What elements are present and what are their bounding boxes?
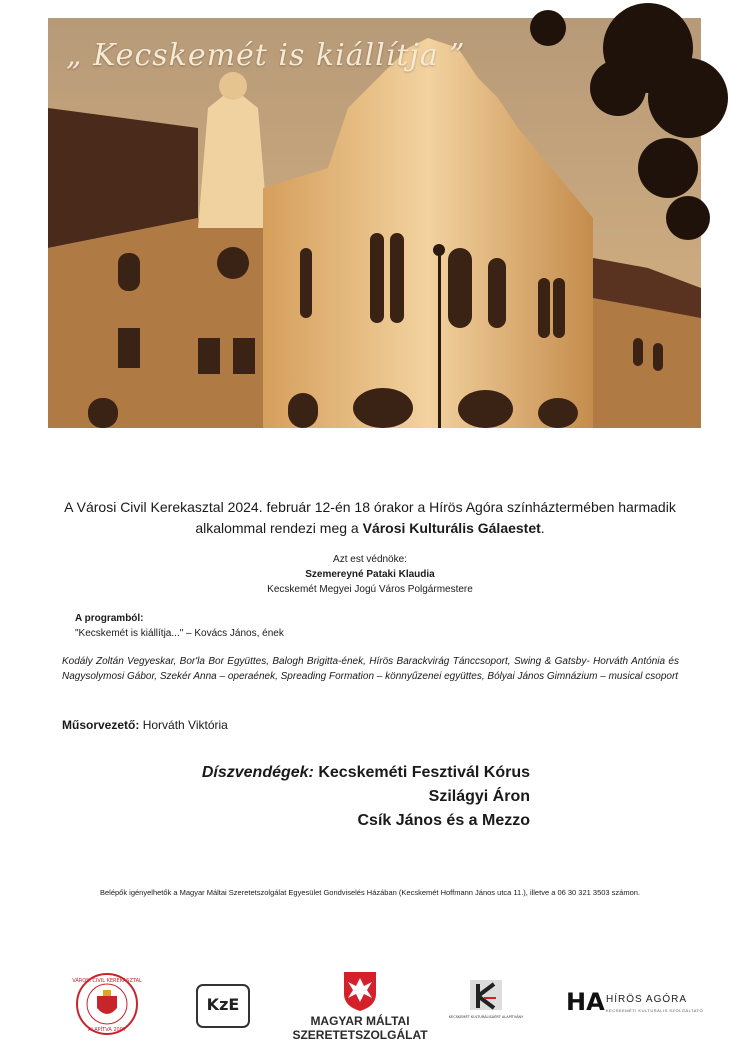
foundation-logo-icon bbox=[448, 978, 524, 1028]
program-block bbox=[75, 611, 675, 641]
intro-end: . bbox=[540, 520, 545, 536]
host-name: Horváth Viktória bbox=[142, 718, 228, 732]
host-line bbox=[62, 718, 228, 732]
guest-item: Csík János és a Mezzo bbox=[357, 812, 530, 829]
patron-label: Azt est védnöke: bbox=[333, 554, 407, 565]
civil-seal-top-text: VÁROSI CIVIL KEREKASZTAL bbox=[72, 978, 142, 984]
hiros-name: HÍRÖS AGÓRA bbox=[606, 994, 688, 1005]
guests-label: Díszvendégek: bbox=[201, 764, 314, 781]
intro-text: A Városi Civil Kerekasztal 2024. február 12-én 18 órakor a Hírös Agóra színháztermében harmadik alkalommal rendezi meg a bbox=[64, 499, 676, 536]
patron-block bbox=[170, 552, 570, 597]
guest-line-1 bbox=[190, 761, 530, 785]
patron-name: Szemereyné Pataki Klaudia bbox=[305, 569, 435, 580]
kze-logo-icon bbox=[196, 984, 250, 1028]
malta-line2: SZERETETSZOLGÁLAT bbox=[292, 1028, 428, 1042]
program-item: "Kecskemét is kiállítja..." – Kovács János, ének bbox=[75, 628, 284, 639]
guest-item: Szilágyi Áron bbox=[428, 788, 530, 805]
tickets-note: Belépők igényelhetők a Magyar Máltai Szeretetszolgálat Egyesület Gondviselés Házában (Kecskemét Hoffmann János utca 11.), illetve a 06 30 321 3503 számon. bbox=[99, 888, 641, 897]
kze-mark-text: KzE bbox=[206, 995, 240, 1014]
event-name: Városi Kulturális Gálaestet bbox=[362, 520, 541, 536]
hiros-mark-text: HA bbox=[566, 988, 605, 1016]
host-label: Műsorvezető: bbox=[62, 718, 140, 732]
malta-name bbox=[280, 1014, 440, 1042]
city-hall-illustration bbox=[48, 18, 701, 428]
malta-line1: MAGYAR MÁLTAI bbox=[310, 1014, 410, 1028]
hiros-sub: KECSKEMÉTI KULTURÁLIS SZOLGÁLTATÓ bbox=[606, 1008, 704, 1013]
foundation-text: KECSKEMÉT KULTURÁLISÁÉRT ALAPÍTVÁNY bbox=[448, 1015, 524, 1019]
program-heading: A programból: bbox=[75, 613, 144, 624]
maltese-cross-icon bbox=[342, 970, 378, 1012]
performers-list: Kodály Zoltán Vegyeskar, Bor'la Bor Együttes, Balogh Brigitta-ének, Hírös Barackvirág Tánccsoport, Swing & Gatsby- Horváth Antónia és Nagysolymosi Gábor, Szekér Anna – operaének, Spreading Formation – könnyűzenei együttes, Bólyai János Gimnázium – musical csoport bbox=[62, 656, 679, 682]
civil-roundtable-seal-icon bbox=[72, 972, 142, 1036]
hero-photo bbox=[48, 18, 701, 428]
civil-seal-bottom-text: ALAPÍTVA 2007 bbox=[87, 1027, 127, 1033]
guests-block bbox=[190, 761, 530, 833]
patron-title: Kecskemét Megyei Jogú Város Polgármestere bbox=[267, 584, 473, 595]
guest-item: Kecskeméti Fesztivál Kórus bbox=[318, 764, 530, 781]
intro-paragraph bbox=[60, 497, 680, 539]
hiros-agora-logo-icon bbox=[566, 986, 605, 1016]
hero-title: „ Kecskemét is kiállítja ” bbox=[66, 38, 466, 73]
